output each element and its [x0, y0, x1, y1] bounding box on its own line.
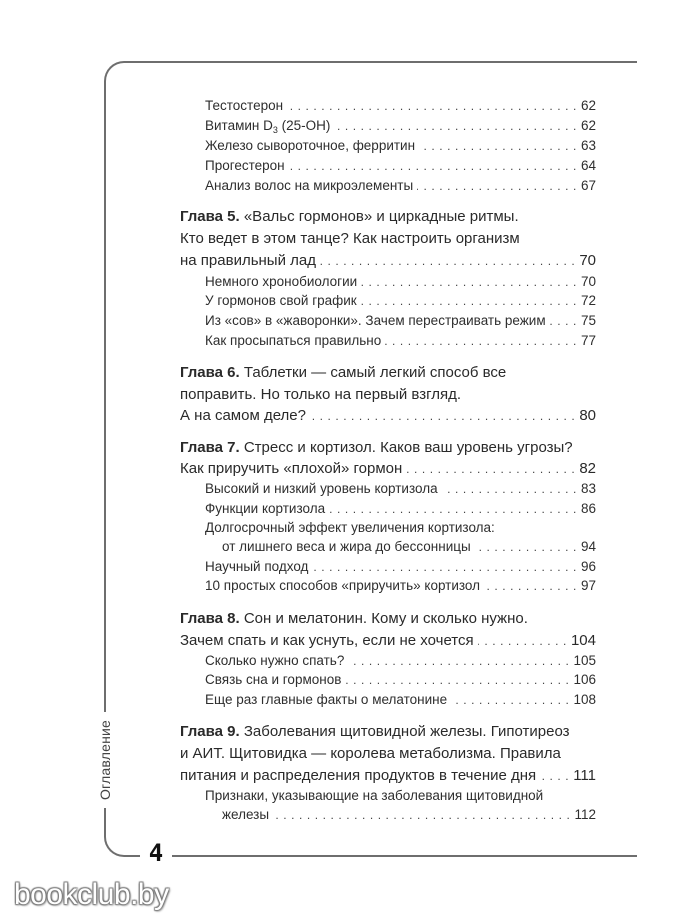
dot-leader: [348, 652, 569, 671]
dot-leader: [417, 177, 577, 196]
toc-item-page: 72: [580, 293, 596, 308]
page-number: 4: [148, 839, 164, 867]
toc-item[interactable]: [205, 116, 596, 135]
chapter-page: 104: [570, 632, 596, 649]
frame-left-border: [104, 100, 106, 712]
frame-left-border-lower: [104, 808, 106, 828]
toc-item-page: 97: [580, 578, 596, 593]
dot-leader: [478, 631, 567, 652]
toc-item[interactable]: [205, 272, 596, 291]
toc-item[interactable]: [205, 479, 596, 498]
dot-leader: [361, 292, 577, 311]
toc-item-page: 86: [580, 501, 596, 516]
chapter-label: Глава 6.: [180, 364, 240, 381]
dot-leader: [310, 406, 575, 427]
chapter-label: Глава 7.: [180, 439, 240, 456]
chapter-title-line[interactable]: Как приручить «плохой» гормон . . . 82: [180, 458, 596, 479]
dot-leader: [312, 558, 577, 577]
chapter-page: 70: [579, 252, 596, 269]
dot-leader: [320, 251, 575, 272]
dot-leader: [540, 766, 569, 787]
toc-item-title: Как просыпаться правильно: [205, 333, 382, 348]
toc-item-title: Немного хронобиологии: [205, 274, 358, 289]
toc-item-line1[interactable]: [205, 786, 596, 805]
toc-item-title: Тестостерон: [205, 98, 284, 113]
toc-item-title: от лишнего веса и жира до бессонницы: [222, 539, 471, 554]
dot-leader: [273, 806, 570, 825]
chapter-8-heading[interactable]: [180, 608, 596, 629]
chapter-title-line[interactable]: питания и распределения продуктов в течение дня . . . 111: [180, 765, 596, 786]
frame-top-border: [104, 61, 637, 101]
toc-item[interactable]: [205, 311, 596, 330]
toc-item-line1[interactable]: [205, 518, 596, 537]
toc-item-page: 63: [580, 138, 596, 153]
toc-item[interactable]: [205, 499, 596, 518]
toc-item[interactable]: [205, 576, 596, 595]
chapter-label: Глава 9.: [180, 723, 240, 740]
toc-item[interactable]: [205, 331, 596, 350]
dot-leader: [289, 157, 577, 176]
chapter-title-line: «Вальс гормонов» и циркадные ритмы.: [243, 208, 519, 225]
toc-item-page: 94: [580, 539, 596, 554]
toc-item-page: 83: [580, 481, 596, 496]
toc-item-title: Анализ волос на микроэлементы: [205, 178, 414, 193]
toc-item[interactable]: [205, 291, 596, 310]
chapter-5-heading[interactable]: [180, 206, 596, 227]
toc-item-page: 70: [580, 274, 596, 289]
dot-leader: [550, 312, 577, 331]
toc-item-title: Связь сна и гормонов: [205, 672, 342, 687]
toc-item-title: Сколько нужно спать?: [205, 653, 345, 668]
toc-item-title: Еще раз главные факты о мелатонине: [205, 692, 448, 707]
toc-item-page: 62: [580, 98, 596, 113]
toc-item-title: У гормонов свой график: [205, 293, 357, 308]
chapter-6-heading[interactable]: [180, 362, 596, 383]
section-label: Оглавление: [97, 719, 113, 801]
chapter-label: Глава 5.: [180, 208, 240, 225]
frame-bottom-border: [172, 855, 637, 857]
toc-item[interactable]: [205, 670, 596, 689]
toc-item-title: Функции кортизола: [205, 501, 326, 516]
chapter-title-line: Сон и мелатонин. Кому и сколько нужно.: [243, 610, 528, 627]
toc-item-page: 112: [574, 807, 596, 822]
toc-item-title: Высокий и низкий уровень кортизола: [205, 481, 438, 496]
toc-item[interactable]: [222, 805, 596, 824]
dot-leader: [385, 332, 577, 351]
chapter-title-line: Таблетки — самый легкий способ все: [243, 364, 507, 381]
frame-bottom-corner: [104, 826, 140, 857]
dot-leader: [361, 273, 577, 292]
dot-leader: [484, 577, 577, 596]
chapter-9-heading[interactable]: [180, 721, 596, 742]
toc-item-title: Долгосрочный эффект увеличения кортизола:: [205, 520, 495, 535]
dot-leader: [442, 480, 577, 499]
toc-item[interactable]: [205, 136, 596, 155]
chapter-title-line: Заболевания щитовидной железы. Гипотиреоз: [243, 723, 570, 740]
dot-leader: [329, 500, 577, 519]
toc-item-title: Витамин $D_3$ (25-OH): [205, 118, 331, 135]
toc-item-page: 77: [580, 333, 596, 348]
chapter-7-heading[interactable]: [180, 437, 596, 458]
dot-leader: [451, 691, 569, 710]
watermark: bookclub.by: [14, 878, 169, 911]
toc-item-title: Прогестерон: [205, 158, 285, 173]
toc-item-page: 75: [580, 313, 596, 328]
chapter-page: 111: [573, 767, 596, 784]
toc-item[interactable]: [205, 96, 596, 115]
dot-leader: [345, 671, 569, 690]
toc-item-title: железы: [222, 807, 270, 822]
toc-item-title: Научный подход: [205, 559, 309, 574]
toc-item-page: 67: [580, 178, 596, 193]
toc-item-page: 96: [580, 559, 596, 574]
toc-item-page: 64: [580, 158, 596, 173]
chapter-page: 80: [579, 407, 596, 424]
toc-item-title: Признаки, указывающие на заболевания щитовидной: [205, 788, 544, 803]
dot-leader: [419, 137, 577, 156]
chapter-title-line[interactable]: Зачем спать и как уснуть, если не хочется . . . 104: [180, 630, 596, 651]
toc-item[interactable]: [205, 156, 596, 175]
toc-item[interactable]: [222, 537, 596, 556]
toc-item-page: 106: [573, 672, 596, 687]
chapter-title-line[interactable]: на правильный лад . . . 70: [180, 250, 596, 271]
chapter-page: 82: [579, 460, 596, 477]
chapter-title-line[interactable]: А на самом деле? . . . 80: [180, 405, 596, 426]
toc-item-title: Из «сов» в «жаворонки». Зачем перестраивать режим: [205, 313, 546, 328]
toc-item[interactable]: [205, 557, 596, 576]
chapter-title-line: Стресс и кортизол. Каков ваш уровень угрозы?: [243, 439, 573, 456]
toc-item-page: 105: [573, 653, 596, 668]
toc-item-page: 62: [580, 118, 596, 133]
toc-item[interactable]: [205, 176, 596, 195]
toc-item[interactable]: [205, 651, 596, 670]
toc-item-page: 108: [573, 692, 596, 707]
toc-item-title: 10 простых способов «приручить» кортизол: [205, 578, 481, 593]
dot-leader: [334, 117, 577, 136]
toc-item[interactable]: [205, 690, 596, 709]
toc-item-title: Железо сывороточное, ферритин: [205, 138, 416, 153]
chapter-title-line: и АИТ. Щитовидка — королева метаболизма. Правила: [180, 745, 561, 762]
dot-leader: [287, 97, 577, 116]
dot-leader: [406, 459, 575, 480]
dot-leader: [475, 538, 577, 557]
chapter-label: Глава 8.: [180, 610, 240, 627]
chapter-title-line: Кто ведет в этом танце? Как настроить организм: [180, 230, 520, 247]
chapter-title-line: поправить. Но только на первый взгляд.: [180, 386, 462, 403]
